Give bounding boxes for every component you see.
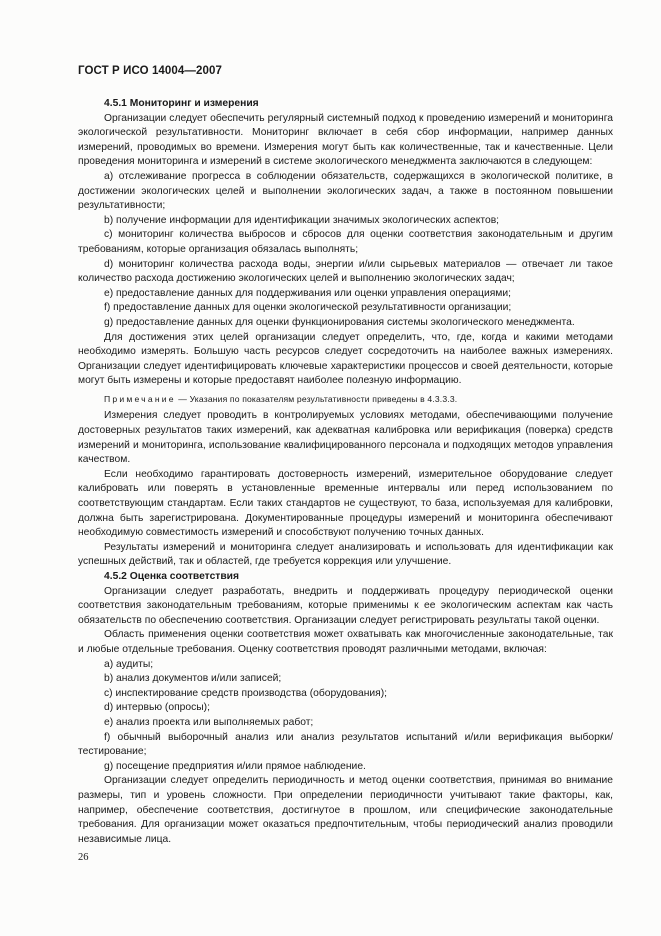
page-header: ГОСТ Р ИСО 14004—2007 [78, 65, 223, 77]
list-item: b) получение информации для идентификации значимых экологических аспектов; [104, 214, 500, 226]
list-item: e) анализ проекта или выполняемых работ; [104, 716, 314, 728]
note-label: Примечание [104, 393, 176, 404]
paragraph: Организации следует разработать, внедрить и поддерживать процедуру периодической оценки соответствия законодательным требованиям, которые применимы к ее экологическим аспектам как часть обязательств по обеспечению соответствия. Организации следует регистрировать результаты такой оценки. [78, 585, 613, 626]
section-heading-4-5-1: 4.5.1 Мониторинг и измерения [104, 98, 259, 109]
document-body [78, 97, 613, 847]
list-item: d) мониторинг количества расхода воды, энергии и/или сырьевых материалов — отвечает ли такое количество расхода достижению экологических целей и выполнению экологических задач; [78, 258, 613, 285]
paragraph: Для достижения этих целей организации следует определить, что, где, когда и какими методами необходимо измерять. Большую часть ресурсов следует сосредоточить на наиболее важных измерениях. Организации следует идентифицировать ключевые характеристики процессов и своей деятельности, которые могут быть измерены и которые предоставят наиболее полезную информацию. [78, 331, 613, 387]
list-item: b) анализ документов и/или записей; [104, 673, 282, 685]
list-item: c) инспектирование средств производства (оборудования); [104, 687, 388, 699]
paragraph: Если необходимо гарантировать достоверность измерений, измерительное оборудование следует калибровать или поверять в установленные временные интервалы или перед использованием по соответствующим стандартам. Если таких стандартов не существуют, то база, используемая для калибровки, должна быть зарегистрирована. Документированные процедуры измерений и мониторинга обеспечивают необходимую совместимость измерений и способствуют получению точных данных. [78, 468, 613, 539]
paragraph: Область применения оценки соответствия может охватывать как многочисленные законодательные, так и любые отдельные требования. Оценку соответствия проводят различными методами, включая: [78, 629, 613, 655]
list-item: d) интервью (опросы); [104, 702, 210, 714]
list-item: g) посещение предприятия и/или прямое наблюдение. [104, 760, 366, 772]
note-text: — Указания по показателям результативности приведены в 4.3.3.3. [175, 393, 458, 404]
note [78, 392, 613, 407]
paragraph: Организации следует обеспечить регулярный системный подход к проведению измерений и мониторинга экологической результативности. Мониторинг включает в себя сбор информации, например данных измерений, проводимых во времени. Измерения могут быть как количественные, так и качественные. Цели проведения мониторинга и измерений в системе экологического менеджмента заключаются в следующем: [78, 112, 613, 168]
list-item: g) предоставление данных для оценки функционирования системы экологического менеджмента. [104, 316, 575, 328]
list-item: c) мониторинг количества выбросов и сбросов для оценки соответствия законодательным и другим требованиям, которые организация обязалась выполнять; [78, 229, 613, 255]
list-item: а) отслеживание прогресса в соблюдении обязательств, содержащихся в экологической политике, в достижении экологических целей и выполнении экологических задач, а также в постоянном повышении результативности; [78, 170, 613, 212]
list-item: f) предоставление данных для оценки экологической результативности организации; [104, 302, 512, 314]
paragraph: Результаты измерений и мониторинга следует анализировать и использовать для идентификации как успешных действий, так и областей, где требуется коррекция или улучшение. [78, 541, 613, 568]
section-heading-4-5-2: 4.5.2 Оценка соответствия [104, 571, 240, 582]
list-item: e) предоставление данных для поддерживания или оценки управления операциями; [104, 287, 511, 299]
page-number: 26 [78, 852, 89, 863]
paragraph: Организации следует определить периодичность и метод оценки соответствия, принимая во внимание размеры, тип и уровень сложности. При определении периодичности учитывают такие факторы, как, например, обеспечение соответствия, достигнутое в прошлом, или специфические законодательные требования. Для организации может оказаться предпочтительным, чтобы периодический анализ проводили независимые лица. [78, 775, 613, 845]
list-item: f) обычный выборочный анализ или анализ результатов испытаний и/или верификация выборки/тестирование; [78, 731, 613, 758]
list-item: а) аудиты; [104, 658, 154, 670]
paragraph: Измерения следует проводить в контролируемых условиях методами, обеспечивающими получение достоверных результатов таких измерений, как адекватная калибровка или верификация (поверка) средств измерений и мониторинга, использование квалифицированного персонала и подходящих методов управления качеством. [78, 410, 613, 466]
